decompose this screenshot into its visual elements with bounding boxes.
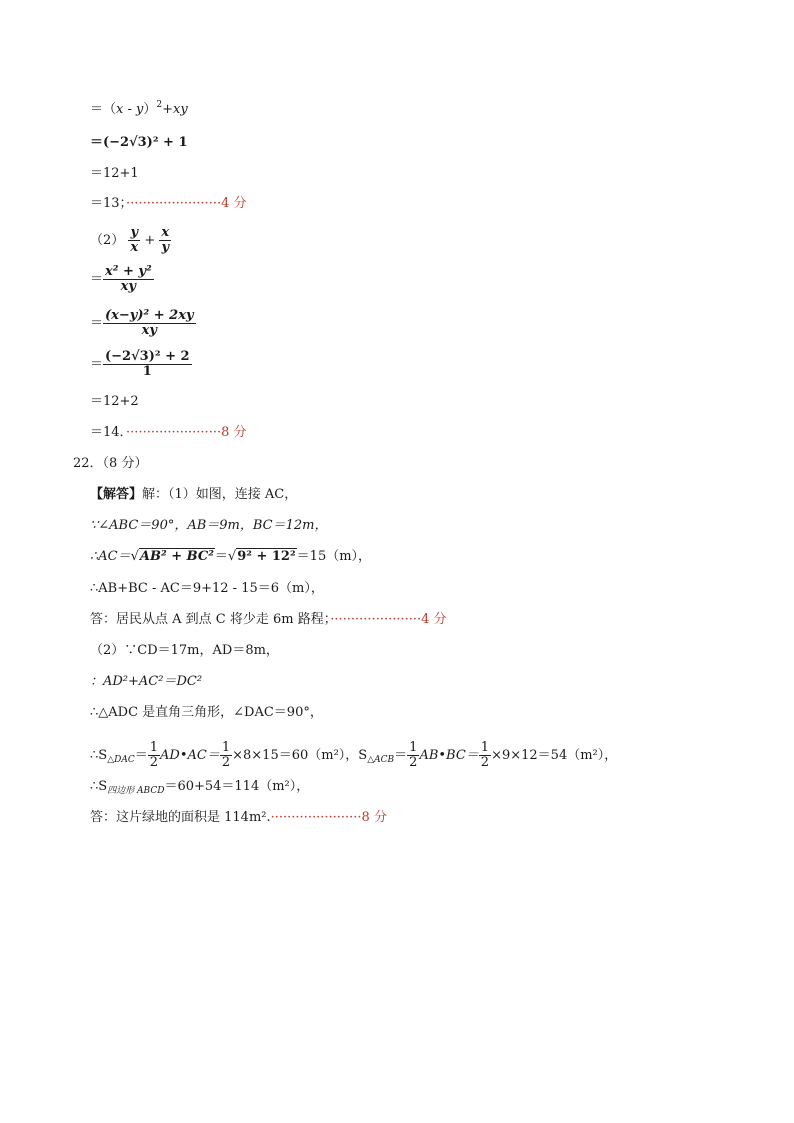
line-sum: ＝12+1 [90, 166, 139, 181]
fraction-y-over-x: $\frac{y}{x}$ [130, 225, 139, 255]
line-step-1: ＝ $\frac{\text{x² + y²}}{xy}$ [90, 264, 152, 294]
fraction-half: $\frac{1}{2}$ [221, 740, 231, 770]
fraction-half: $\frac{1}{2}$ [409, 740, 418, 770]
triangle-areas: $\therefore S_{\triangle DAC}=$ $\frac{1}{2}$ AD•AC＝ $\frac{1}{2}$ ×8×15＝60（m²），$S_{\triangle ACB}=$ $\frac{1}{2}$ AB•BC＝ $\frac{1}{2}$ ×9×12＝54（m²）， [90, 740, 618, 770]
right-triangle-statement: ∴△ADC 是直角三角形，∠DAC＝90°， [90, 705, 323, 720]
score-8: ······················8 分 [270, 810, 387, 825]
ac-calculation: ∴AC＝√AB² + BC²＝√9² + 12²＝15（m）， [90, 549, 372, 564]
part2-given: （2）∵CD＝17m，AD＝8m， [90, 643, 279, 658]
final-answer: 答：这片绿地的面积是 114m².······················8 分 [90, 810, 387, 825]
line-step-3: ＝ $\frac{\text{(−2√3)² + 2}}{1}$ [90, 349, 190, 379]
line-step-2: ＝ $\frac{\text{(x−y)² + 2xy}}{xy}$ [90, 308, 194, 338]
line-substitution: ＝(−2√3)² + 1 [90, 135, 188, 150]
line-expanded-square: ＝（x - y）$^2$+xy [90, 100, 188, 117]
line-sum-2: ＝12+2 [90, 394, 139, 409]
line-result-14: ＝14．·······················8 分 [90, 425, 247, 440]
score-8: ·······················8 分 [126, 425, 247, 440]
score-4: ·······················4 分 [126, 196, 247, 211]
fraction-half: $\frac{1}{2}$ [149, 740, 159, 770]
question-22-header: 22．（8 分） [73, 456, 148, 471]
sqrt-symbol: √ [227, 549, 237, 564]
given-conditions: ∵∠ABC＝90°，AB＝9m，BC＝12m， [90, 518, 328, 533]
score-4: ······················4 分 [330, 612, 447, 627]
answer-part1: 答：居民从点 A 到点 C 将少走 6m 路程；······················4 分 [90, 612, 447, 627]
line-part2-expression: （2） $\frac{y}{x}$ + $\frac{x}{y}$ [90, 225, 170, 255]
line-result-13: ＝13；·······················4 分 [90, 196, 247, 211]
fraction-half: $\frac{1}{2}$ [480, 740, 490, 770]
distance-difference: ∴AB+BC - AC＝9+12 - 15＝6（m）， [90, 581, 324, 596]
answer-intro: 【解答】解：（1）如图，连接 AC， [90, 487, 298, 502]
fraction-x-over-y: $\frac{x}{y}$ [161, 225, 170, 255]
total-area: $\therefore S_{四边形 ABCD}=60+54=114(m^2)$， [90, 779, 310, 796]
pythagorean-relation: ：AD²+AC²＝DC² [90, 674, 203, 689]
sqrt-symbol: √ [130, 549, 139, 564]
